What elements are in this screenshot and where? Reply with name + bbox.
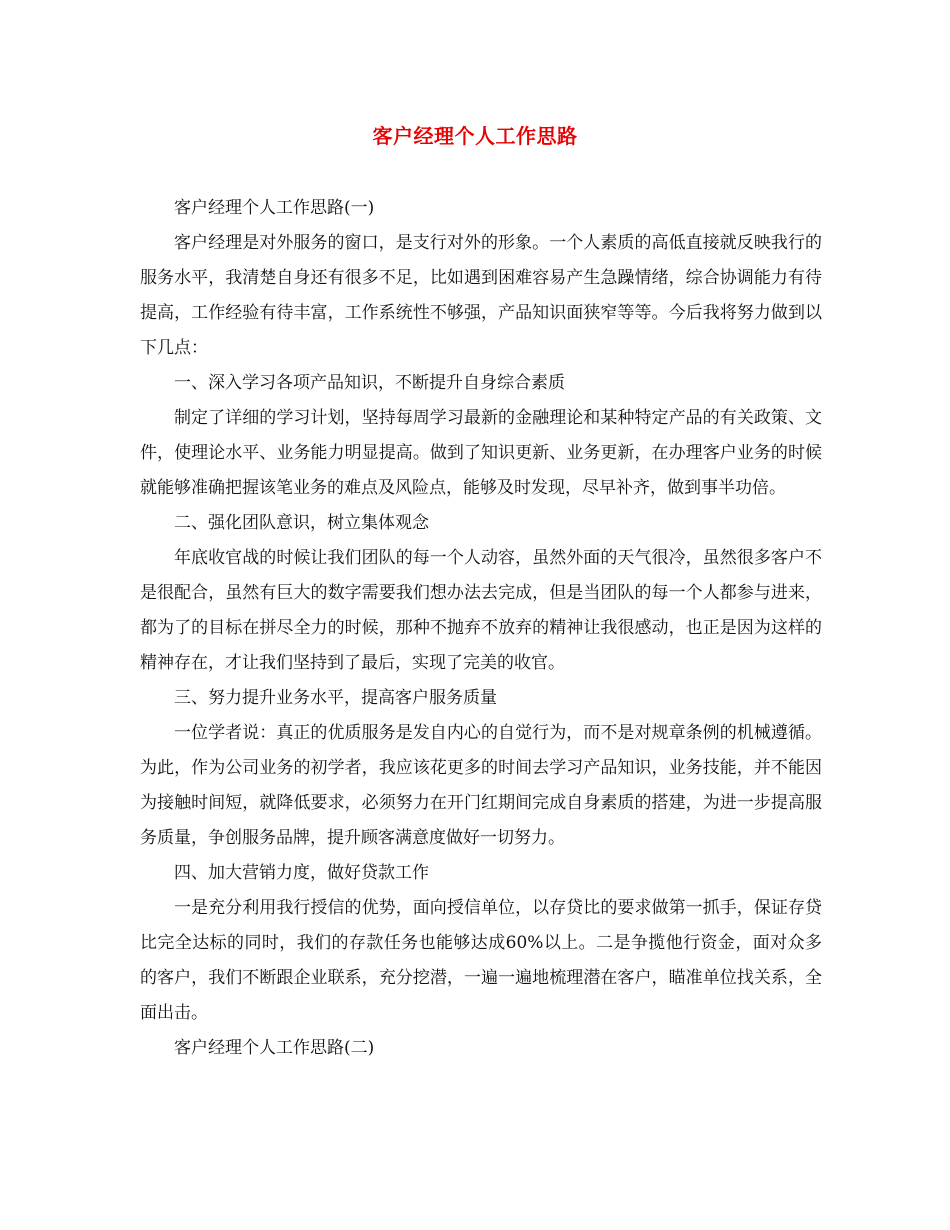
paragraph-subheading: 三、努力提升业务水平，提高客户服务质量 [174,688,497,708]
paragraph: 制定了详细的学习计划，坚持每周学习最新的金融理论和某种特定产品的有关政策、文件，使理论水平、业务能力明显提高。做到了知识更新、业务更新，在办理客户业务的时候就能够准确把握该笔业务的难点及风险点，能够及时发现，尽早补齐，做到事半功倍。 [140,408,822,498]
paragraph-section-heading-2: 客户经理个人工作思路(二) [174,1038,375,1058]
paragraph: 一是充分利用我行授信的优势，面向授信单位，以存贷比的要求做第一抓手，保证存贷比完全达标的同时，我们的存款任务也能够达成60%以上。二是争揽他行资金，面对众多的客户，我们不断跟企业联系，充分挖潜，一遍一遍地梳理潜在客户，瞄准单位找关系，全面出击。 [140,898,822,1023]
paragraph-subheading: 一、深入学习各项产品知识，不断提升自身综合素质 [174,373,565,393]
paragraph-subheading: 二、强化团队意识，树立集体观念 [174,513,429,533]
paragraph: 一位学者说：真正的优质服务是发自内心的自觉行为，而不是对规章条例的机械遵循。为此，作为公司业务的初学者，我应该花更多的时间去学习产品知识，业务技能，并不能因为接触时间短，就降低要求，必须努力在开门红期间完成自身素质的搭建，为进一步提高服务质量，争创服务品牌，提升顾客满意度做好一切努力。 [140,723,822,848]
paragraph: 客户经理是对外服务的窗口，是支行对外的形象。一个人素质的高低直接就反映我行的服务水平，我清楚自身还有很多不足，比如遇到困难容易产生急躁情绪，综合协调能力有待提高，工作经验有待丰富，工作系统性不够强，产品知识面狭窄等等。今后我将努力做到以下几点： [140,233,822,358]
document-title: 客户经理个人工作思路 [372,124,578,148]
paragraph-subheading: 四、加大营销力度，做好贷款工作 [174,863,429,883]
document-body [140,191,822,1066]
paragraph-section-heading-1: 客户经理个人工作思路(一) [174,198,375,218]
paragraph: 年底收官战的时候让我们团队的每一个人动容，虽然外面的天气很冷，虽然很多客户不是很配合，虽然有巨大的数字需要我们想办法去完成，但是当团队的每一个人都参与进来，都为了的目标在拼尽全力的时候，那种不抛弃不放弃的精神让我很感动，也正是因为这样的精神存在，才让我们坚持到了最后，实现了完美的收官。 [140,548,822,673]
